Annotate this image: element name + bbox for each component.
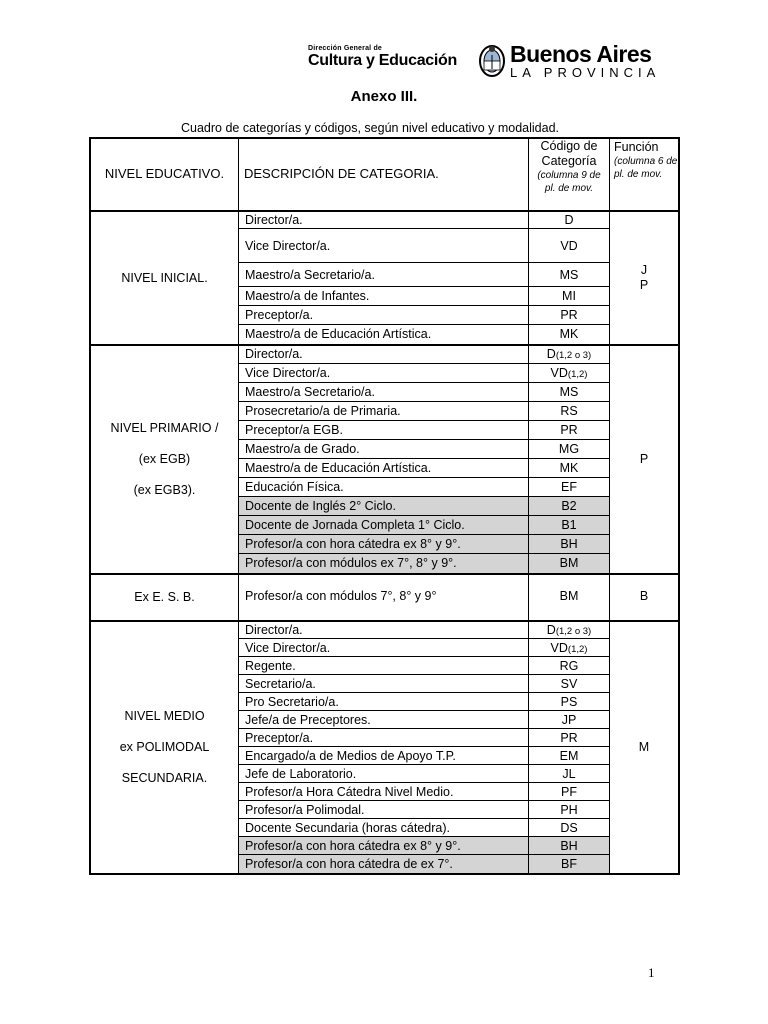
- nivel-label: [91, 345, 238, 573]
- nivel-label-line: Ex E. S. B.: [134, 589, 195, 604]
- category-code: [529, 693, 609, 711]
- logo-small-text: Dirección General de: [308, 45, 383, 52]
- category-description: Jefe/a de Preceptores.: [245, 713, 371, 727]
- page-subtitle: Cuadro de categorías y códigos, según nivel educativo y modalidad.: [180, 121, 559, 135]
- category-code: [529, 747, 609, 765]
- province-main-text: Buenos Aires: [510, 41, 652, 67]
- category-description: Vice Director/a.: [245, 239, 331, 253]
- category-code: [529, 516, 609, 535]
- header-logo-province: [510, 42, 660, 80]
- category-code-value: DS: [560, 821, 578, 835]
- province-sub-text: LA PROVINCIA: [510, 65, 661, 80]
- category-code-value: MI: [562, 289, 576, 303]
- category-code: [529, 229, 609, 263]
- category-code: [529, 421, 609, 440]
- category-description: Docente de Inglés 2° Ciclo.: [239, 497, 528, 516]
- category-code-value: B1: [561, 518, 577, 532]
- header-logo-cultura: [308, 45, 468, 69]
- category-code-value: VD: [560, 239, 578, 253]
- category-code-value: VD: [550, 366, 568, 380]
- category-code: [529, 765, 609, 783]
- category-code: [529, 729, 609, 747]
- header-codigo: [529, 139, 609, 195]
- funcion-code: M: [638, 739, 650, 754]
- nivel-label-line: NIVEL INICIAL.: [121, 270, 208, 285]
- category-code: [529, 306, 609, 325]
- category-code: [529, 459, 609, 478]
- category-description: Maestro/a Secretario/a.: [245, 268, 375, 282]
- category-code-value: D: [564, 213, 574, 227]
- category-code-value: EF: [561, 480, 577, 494]
- category-code-value: PR: [560, 731, 578, 745]
- category-code-value: B2: [561, 499, 577, 513]
- nivel-label: [91, 573, 238, 620]
- category-code: [529, 263, 609, 287]
- table-rule: [609, 621, 610, 873]
- category-code-value: BH: [560, 839, 578, 853]
- table-rule: [528, 137, 529, 212]
- table-rule: [678, 573, 680, 620]
- category-code: [529, 837, 609, 855]
- category-code-value: PS: [560, 695, 578, 709]
- category-code-value: BM: [559, 556, 579, 570]
- table-rule: [609, 573, 610, 620]
- category-description: Docente de Jornada Completa 1° Ciclo.: [239, 516, 528, 535]
- table-rule: [89, 573, 91, 620]
- table-rule: [678, 345, 680, 573]
- category-description: Profesor/a Polimodal.: [245, 803, 365, 817]
- category-description: Maestro/a Secretario/a.: [245, 385, 375, 399]
- table-rule: [89, 137, 91, 210]
- table-rule: [609, 345, 610, 573]
- category-code: [529, 639, 609, 657]
- funcion-code: J P: [639, 262, 649, 292]
- category-description: Secretario/a.: [245, 677, 316, 691]
- category-description: Docente Secundaria (horas cátedra).: [245, 821, 450, 835]
- category-code: [529, 621, 609, 639]
- table-rule: [609, 211, 610, 344]
- category-code: [529, 287, 609, 306]
- category-description: Preceptor/a.: [245, 308, 314, 322]
- category-code-suffix: (1,2): [567, 369, 588, 380]
- nivel-label-line: ex POLIMODAL: [119, 740, 210, 754]
- category-description: Preceptor/a.: [245, 731, 314, 745]
- table-rule: [528, 621, 529, 873]
- category-code: [529, 383, 609, 402]
- category-code-value: PR: [560, 308, 578, 322]
- category-code: [529, 711, 609, 729]
- table-rule: [89, 873, 680, 875]
- header-nivel: NIVEL EDUCATIVO.: [104, 166, 225, 181]
- nivel-label-line: SECUNDARIA.: [121, 771, 208, 785]
- category-code: [529, 675, 609, 693]
- category-code-suffix: (1,2 o 3): [555, 626, 592, 637]
- category-description: Educación Física.: [245, 480, 344, 494]
- category-code: [529, 819, 609, 837]
- header-funcion-note: (columna 6 de pl. de mov.: [614, 156, 678, 180]
- category-code: [529, 573, 609, 620]
- category-code: [529, 478, 609, 497]
- category-code-value: MG: [558, 442, 580, 456]
- category-description: Vice Director/a.: [245, 641, 331, 655]
- table-rule: [678, 621, 680, 873]
- header-descripcion: DESCRIPCIÓN DE CATEGORIA.: [244, 166, 439, 181]
- category-description: Encargado/a de Medios de Apoyo T.P.: [245, 749, 456, 763]
- table-rule: [89, 345, 91, 573]
- table-rule: [238, 211, 239, 344]
- category-code: [529, 325, 609, 344]
- category-code-suffix: (1,2): [567, 644, 588, 655]
- table-rule: [528, 345, 529, 573]
- table-rule: [89, 621, 91, 873]
- table-rule: [238, 621, 239, 873]
- table-rule: [238, 345, 239, 573]
- header-funcion: [614, 139, 678, 181]
- category-code-value: D: [546, 623, 556, 637]
- province-seal-icon: [478, 43, 506, 79]
- category-code-value: D: [546, 347, 556, 361]
- category-code-value: RS: [560, 404, 578, 418]
- category-code-value: BF: [561, 857, 577, 871]
- category-code-value: JP: [561, 713, 577, 727]
- table-rule: [528, 573, 529, 620]
- category-code-value: PR: [560, 423, 578, 437]
- category-code-value: BH: [560, 537, 578, 551]
- category-code-value: RG: [559, 659, 579, 673]
- header-funcion-title: Función: [614, 140, 659, 154]
- category-code-value: BM: [559, 589, 579, 603]
- nivel-label-line: NIVEL MEDIO: [124, 709, 205, 723]
- nivel-label: [91, 621, 238, 873]
- header-codigo-note: (columna 9 de pl. de mov.: [537, 170, 601, 194]
- table-rule: [678, 137, 680, 212]
- category-code-value: PF: [561, 785, 577, 799]
- category-description: Prosecretario/a de Primaria.: [245, 404, 401, 418]
- nivel-label: [91, 211, 238, 344]
- funcion-code: P: [639, 451, 649, 466]
- table-rule: [238, 137, 239, 212]
- category-description: Maestro/a de Educación Artística.: [245, 327, 432, 341]
- header-codigo-title: Código de Categoría: [540, 139, 598, 168]
- table-rule: [528, 211, 529, 344]
- category-code: [529, 497, 609, 516]
- category-code: [529, 801, 609, 819]
- category-code: [529, 554, 609, 573]
- category-code-value: MS: [559, 268, 579, 282]
- category-code-value: JL: [562, 767, 576, 781]
- category-code: [529, 855, 609, 873]
- category-description: Profesor/a con hora cátedra de ex 7°.: [239, 855, 528, 873]
- category-description: Jefe de Laboratorio.: [245, 767, 357, 781]
- category-description: Maestro/a de Infantes.: [245, 289, 370, 303]
- category-code-value: EM: [559, 749, 579, 763]
- funcion-code: B: [639, 589, 649, 603]
- category-code-value: MK: [559, 461, 579, 475]
- category-code-value: MK: [559, 327, 579, 341]
- page-title: Anexo III.: [350, 88, 418, 105]
- category-code-suffix: (1,2 o 3): [555, 350, 592, 361]
- category-code: [529, 657, 609, 675]
- category-code: [529, 783, 609, 801]
- category-code: [529, 402, 609, 421]
- category-description: Profesor/a Hora Cátedra Nivel Medio.: [245, 785, 454, 799]
- category-description: Regente.: [245, 659, 296, 673]
- category-code-value: PH: [560, 803, 578, 817]
- page-number: 1: [648, 965, 655, 980]
- category-description: Vice Director/a.: [245, 366, 331, 380]
- category-description: Director/a.: [245, 213, 303, 227]
- category-code-value: VD: [550, 641, 568, 655]
- nivel-label-line: (ex EGB3).: [133, 483, 196, 497]
- category-code: [529, 535, 609, 554]
- category-code-value: SV: [560, 677, 578, 691]
- category-code: [529, 345, 609, 364]
- category-description: Maestro/a de Educación Artística.: [245, 461, 432, 475]
- category-code: [529, 364, 609, 383]
- category-code: [529, 440, 609, 459]
- category-description: Maestro/a de Grado.: [245, 442, 360, 456]
- logo-main-text: Cultura y Educación: [308, 52, 457, 69]
- table-rule: [609, 137, 610, 212]
- nivel-label-line: (ex EGB): [138, 452, 191, 466]
- category-description: Profesor/a con hora cátedra ex 8° y 9°.: [239, 837, 528, 855]
- category-description: Director/a.: [245, 623, 303, 637]
- category-description: Director/a.: [245, 347, 303, 361]
- category-description: Profesor/a con hora cátedra ex 8° y 9°.: [239, 535, 528, 554]
- category-code-value: MS: [559, 385, 579, 399]
- table-rule: [89, 211, 91, 344]
- category-description: Preceptor/a EGB.: [245, 423, 343, 437]
- table-rule: [678, 211, 680, 344]
- table-rule: [238, 573, 239, 620]
- nivel-label-line: NIVEL PRIMARIO /: [110, 421, 219, 435]
- category-description: Pro Secretario/a.: [245, 695, 339, 709]
- category-description: Profesor/a con módulos 7°, 8° y 9°: [245, 589, 437, 603]
- category-code: [529, 211, 609, 229]
- category-description: Profesor/a con módulos ex 7°, 8° y 9°.: [239, 554, 528, 573]
